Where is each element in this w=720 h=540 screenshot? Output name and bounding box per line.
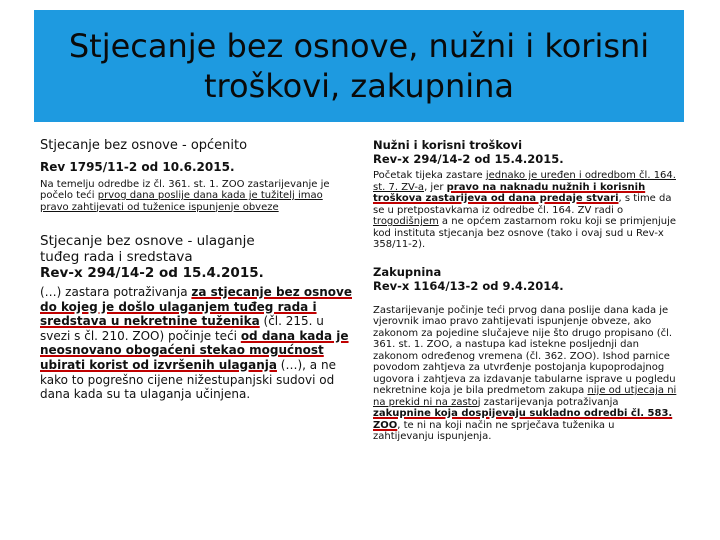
left-p2-text-b: (čl. 215. u svezi s čl. 210. ZOO) počinje teći	[40, 314, 324, 343]
right-p2-text-c: , te ni na koji način ne sprječava tuženika u zahtijevanju ispunjenja.	[373, 419, 615, 442]
right-p1-underlined-c: trogodišnjem	[373, 216, 439, 227]
right-p2-underlined-a: nije od utjecaja ni na prekid ni na zastoj	[373, 385, 677, 408]
right-ref-1: Rev-x 294/14-2 od 15.4.2015.	[373, 152, 564, 166]
right-p2-text-b: zastarijevanja potraživanja	[480, 396, 619, 408]
left-heading-investment-1: Stjecanje bez osnove - ulaganje	[40, 233, 255, 250]
left-heading-general: Stjecanje bez osnove - općenito	[40, 138, 248, 153]
right-p2-text-a: Zastarijevanje počinje teći prvog dana poslije dana kada je vjerovnik imao pravo zahtijevati ispunjenje obveze, ako zakonom za pojedine slučajeve nije što drugo propisano (čl. 361. st. 1. ZOO, a nastupa kad istekne posljednji dan zakonom određenog vremena (čl. 362. ZOO). Ishod parnice povodom zahtjeva za utvrđenje postojanja kupoprodajnog ugovora i zahtjeva za izdavanje tabularne isprave u pogledu nekretnine koja je bila predmetom zakupa	[373, 304, 676, 396]
right-p2-underlined-b: zakupnine koja dospijevaju sukladno odredbi čl. 583. ZOO	[373, 408, 673, 431]
title-line-2: troškovi, zakupnina	[204, 67, 514, 105]
left-paragraph-1	[40, 179, 352, 214]
right-p1-underlined-a: jednako je uređen i odredbom čl. 164. st. 7. ZV-a	[373, 170, 676, 193]
right-p1-text-a: Početak tijeka zastare	[373, 170, 486, 181]
right-paragraph-2	[373, 305, 678, 443]
right-column	[373, 138, 678, 443]
left-p2-text-a: (…) zastara potraživanja	[40, 285, 192, 300]
right-p1-text-c: , s time da se u pretpostavkama iz odredbe čl. 164. ZV radi o	[373, 193, 672, 216]
left-ref-1: Rev 1795/11-2 od 10.6.2015.	[40, 160, 235, 174]
left-p1-text: Na temelju odredbe iz čl. 361. st. 1. ZOO zastarijevanje je počelo teći	[40, 178, 330, 202]
left-p1-underlined: prvog dana poslije dana kada je tužitelj imao pravo zahtijevati od tuženice ispunjenje obveze	[40, 190, 323, 213]
left-heading-investment-2: tuđeg rada i sredstava	[40, 249, 193, 266]
left-column	[40, 138, 352, 402]
right-p1-text-b: , jer	[424, 181, 447, 193]
right-p1-text-d: a ne općem zastarnom roku koji se primjenjuje kod instituta stjecanja bez osnove (tako i ovaj sud u Rev-x 358/11-2).	[373, 216, 677, 250]
left-ref-2: Rev-x 294/14-2 od 15.4.2015.	[40, 265, 264, 282]
left-paragraph-2	[40, 285, 352, 402]
right-heading-lease: Zakupnina	[373, 264, 442, 279]
title-line-1: Stjecanje bez osnove, nužni i korisni	[68, 27, 650, 65]
title-banner	[34, 10, 684, 122]
right-ref-2: Rev-x 1164/13-2 od 9.4.2014.	[373, 278, 564, 293]
left-p2-underlined-a: za stjecanje bez osnove do kojeg je došlo ulaganjem tuđeg rada i sredstava u nekretnine tuženika	[40, 285, 352, 329]
left-p2-underlined-b: od dana kada je neosnovano obogaćeni stekao mogućnost ubirati korist od izvršenih ulaganja	[40, 328, 349, 373]
right-heading-costs: Nužni i korisni troškovi	[373, 138, 523, 152]
right-paragraph-1	[373, 170, 678, 251]
right-p1-underlined-b: pravo na naknadu nužnih i korisnih troškova zastarijeva od dana predaje stvari	[373, 181, 646, 204]
left-p2-text-c: (…), a ne kako to pogrešno cijene nižestupanjski sudovi od dana kada su ta ulaganja učinjena.	[40, 358, 336, 402]
